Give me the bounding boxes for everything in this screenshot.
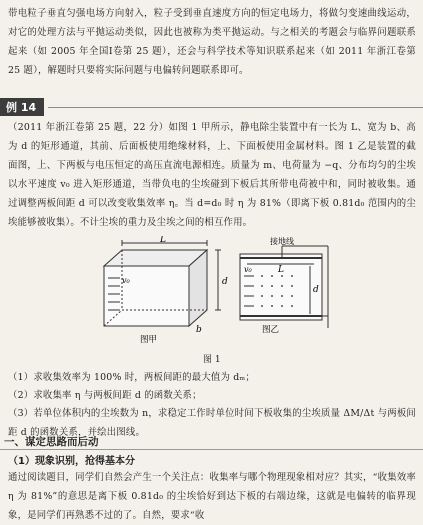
problem-statement: （2011 年浙江卷第 25 题，22 分）如图 1 甲所示，静电除尘装置中有一长为 L、宽为 b、高为 d 的矩形通道，其前、后面板使用绝缘材料，上、下面板使用金属材料。图 1 乙是装置的截面图，上、下两板与电压恒定的高压直流电源相连。质量为 m、电荷量为 −q、分布均匀的尘埃以水平速度 v₀ 进入矩形通道，当带负电的尘埃碰到下板后其所带电荷被中和，同时被收集。通过调整两板间距 d 可以改变收集效率 η。当 d=d₀ 时 η 为 81%（即离下板 0.81d₀ 范围内的尘埃能够被收集）。不计尘埃的重力及尘埃之间的相互作用。 xyxy=(8,122,416,228)
label-L-left: L xyxy=(160,236,166,245)
caption-left: 图甲 xyxy=(140,335,158,345)
subsection-title: （1）现象识别，抢得基本分 xyxy=(8,456,135,467)
example-heading xyxy=(0,98,423,116)
heading-divider xyxy=(48,107,423,108)
label-v0-right: v₀ xyxy=(244,265,252,274)
section-body: 通过阅读题目，同学们自然会产生一个关注点：收集率与哪个物理现象相对应？其实，“收集效率 η 为 81%”的意思是离下板 0.81d₀ 的尘埃恰好到达下板的右端边缘，这就是电偏转的临界现象，是同学们再熟悉不过的了。自然，要求“收 xyxy=(8,472,420,521)
label-b-left: b xyxy=(196,325,202,335)
figure-main-caption: 图 1 xyxy=(203,355,221,365)
question-3: （3）若单位体积内的尘埃数为 n，求稳定工作时单位时间下板收集的尘埃质量 ΔM/Δt 与两板间距 d 的函数关系，并绘出图线。 xyxy=(8,408,416,438)
section-divider xyxy=(0,449,423,450)
intro-paragraph: 带电粒子垂直匀强电场方向射入，粒子受到垂直速度方向的恒定电场力，将做匀变速曲线运动，对它的处理方法与平抛运动类似，因此也被称为类平抛运动。与之相关的考题会与临界问题联系起来（如 2005 年全国Ⅰ卷第 25 题），还会与科学技术等知识联系起来（如 2011 年浙江卷第 25 题），解题时只要将实际问题与电偏转问题联系即可。 xyxy=(8,8,420,76)
question-2: （2）求收集率 η 与两板间距 d 的函数关系； xyxy=(8,390,202,401)
example-label: 例 14 xyxy=(0,98,44,116)
label-ground-wire: 接地线 xyxy=(270,237,294,246)
label-L-right: L xyxy=(278,265,284,275)
figure-1 xyxy=(92,236,332,346)
label-d-left: d xyxy=(222,277,228,287)
section-title: 一、谋定思路而后动 xyxy=(4,436,99,448)
question-1: （1）求收集效率为 100% 时，两板间距的最大值为 dₘ； xyxy=(8,372,255,383)
label-d-right: d xyxy=(313,285,319,295)
caption-right: 图乙 xyxy=(262,325,280,335)
label-v0-left: v₀ xyxy=(122,276,130,285)
